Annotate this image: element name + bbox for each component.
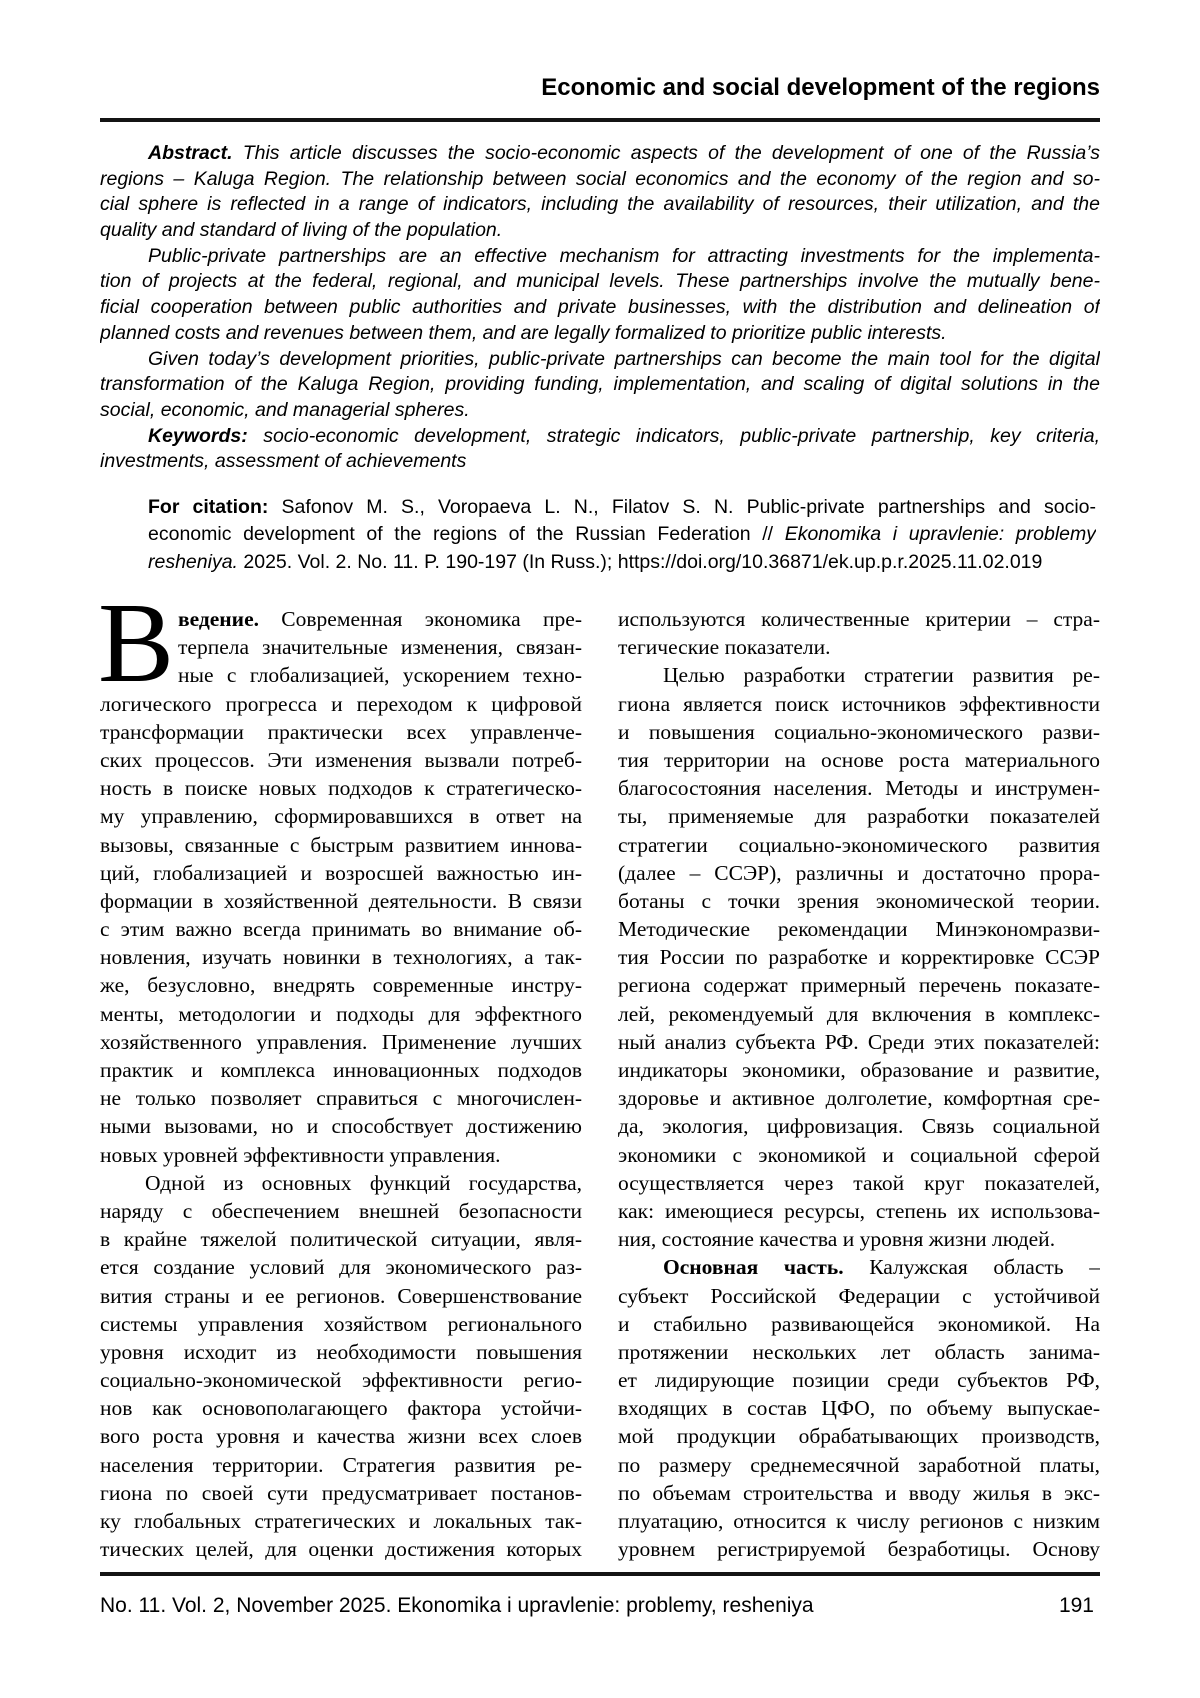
text-line: стратегии социально-экономического развития [618,832,1100,857]
text-line: гиона по своей сути предусматривает постанов- [100,1480,582,1505]
text-line: с этим важно всегда принимать во внимание об- [100,917,582,942]
text-line: ций, глобализацией и возросшей важностью ин- [100,860,582,885]
text-line: терпела значительные изменения, связан- [178,635,582,660]
text-line: Public-private partnerships are an effective mechanism for attracting investments for the implementa- [148,244,1100,267]
text-line: ные с глобализацией, ускорением техно- [178,663,582,688]
text-line: новых уровней эффективности управления. [100,1142,501,1167]
text-line: (далее – ССЭР), различны и достаточно прора- [618,860,1100,885]
text-line: мой продукции обрабатывающих производств, [618,1424,1100,1449]
text-line: ficial cooperation between public authorities and private businesses, with the distribution and delineation of [100,296,1100,319]
citation-block [148,494,1096,576]
text-line: Given today’s development priorities, public-private partnerships can become the main tool for the digital [148,347,1100,370]
footer-rule [100,1572,1100,1576]
text-line: системы управления хозяйством регионального [100,1311,582,1336]
text-line: субъект Российской Федерации с устойчивой [618,1283,1100,1308]
text-line: planned costs and revenues between them, and are legally formalized to prioritize public interests. [100,321,947,344]
text-line: формации в хозяйственной деятельности. В связи [100,888,582,913]
text-line: ских процессов. Эти изменения вызвали потреб- [100,747,582,772]
text-line: For citation: Safonov M. S., Voropaeva L. N., Filatov S. N. Public-private partnerships and socio- [148,496,1096,518]
running-head-title: Economic and social development of the regions [541,74,1100,101]
text-line: логического прогресса и переходом к цифровой [100,691,582,716]
text-line: tion of projects at the federal, regional, and municipal levels. These partnerships involve the mutually bene- [100,270,1100,293]
text-line: уровня исходит из необходимости повышения [100,1339,582,1364]
text-line: тических целей, для оценки достижения которых [100,1537,582,1562]
text-line: economic development of the regions of the Russian Federation // Ekonomika i upravlenie: problemy [148,523,1096,546]
text-line: лей, рекомендуемый для включения в комплекс- [618,1001,1100,1026]
text-line: тегические показатели. [618,635,831,660]
bold-run: Abstract. [148,142,233,164]
text-line: используются количественные критерии – стра- [618,607,1100,631]
text-line: ку глобальных стратегических и локальных так- [100,1509,582,1533]
text-line: благосостояния населения. Методы и инструмен- [618,776,1100,801]
text-line: населения территории. Стратегия развития ре- [100,1452,582,1477]
text-line: ется создание условий для экономического раз- [100,1255,582,1280]
text-line: и стабильно развивающейся экономикой. На [618,1311,1100,1336]
text-line: по объемам строительства и вводу жилья в экс- [618,1480,1100,1505]
text-line: Целью разработки стратегии развития ре- [663,663,1100,688]
text-line: Одной из основных функций государства, [145,1170,582,1195]
text-line: же, безусловно, внедрять современные инстру- [100,973,582,998]
text-line: investments, assessment of achievements [100,450,467,473]
text-line: и повышения социально-экономического разви- [618,719,1100,744]
text-line: вого роста уровня и качества жизни всех слоев [100,1424,582,1449]
text-line: хозяйственного управления. Применение лучших [100,1029,582,1054]
text-line: протяжении нескольких лет область занима- [618,1339,1100,1364]
text-line: ность в поиске новых подходов к стратегическо- [100,776,582,801]
text-line: практик и комплекса инновационных подходов [100,1058,582,1082]
bold-run: For citation: [148,496,269,518]
italic-run: resheniya. [148,550,238,573]
text-line: не только позволяет справиться с многочислен- [100,1086,582,1111]
text-line: transformation of the Kaluga Region, providing funding, implementation, and scaling of digital solutions in the [100,373,1100,396]
text-line: вития страны и ее регионов. Совершенствование [100,1283,582,1308]
text-line: здоровье и активное долголетие, комфортная сре- [618,1086,1100,1111]
text-line: менты, методологии и подходы для эффектного [100,1001,582,1026]
text-line: трансформации практически всех управленче- [100,719,582,744]
text-line: экономики с экономикой и социальной сферой [618,1142,1100,1167]
text-line: тия территории на основе роста материального [618,747,1100,772]
text-line: как: имеющиеся ресурсы, степень их использова- [618,1198,1100,1223]
text-line: уровнем регистрируемой безработицы. Основу [618,1537,1100,1562]
text-line: Методические рекомендации Минэкономразви- [618,917,1100,942]
text-line: наряду с обеспечением внешней безопасности [100,1198,582,1223]
text-line: ет лидирующие позиции среди субъектов РФ, [618,1368,1100,1393]
text-line: да, экология, цифровизация. Связь социальной [618,1114,1100,1139]
bold-run: Основная часть. [663,1255,844,1280]
italic-run: Ekonomika i upravlenie: problemy [784,523,1096,546]
text-line: Abstract. This article discusses the socio-economic aspects of the development of one of the Russia’s [148,142,1100,164]
bold-run: Keywords: [148,424,248,447]
text-line: по размеру среднемесячной заработной платы, [618,1452,1100,1477]
text-line: cial sphere is reflected in a range of indicators, including the availability of resources, their utilization, and the [100,193,1100,216]
text-line: социально-экономической эффективности регио- [100,1368,582,1393]
text-line: resheniya. 2025. Vol. 2. No. 11. P. 190-197 (In Russ.); https://doi.org/10.36871/ek.up.p.r.2025.11.02.019 [148,550,1043,573]
text-line: ния, состояние качества и уровня жизни людей. [618,1227,1056,1252]
text-line: regions – Kaluga Region. The relationship between social economics and the economy of the region and so- [100,167,1100,190]
text-line: ботаны с точки зрения экономической теории. [618,888,1100,913]
text-line: плуатацию, относится к числу регионов с низким [618,1509,1100,1533]
page-number: 191 [1058,1594,1094,1617]
text-line: в крайне тяжелой политической ситуации, явля- [100,1227,582,1252]
text-line: social, economic, and managerial spheres. [100,398,470,421]
text-line: осуществляется через такой круг показателей, [618,1170,1100,1195]
text-line: новления, изучать новинки в технологиях, а так- [100,945,582,970]
text-line: Основная часть. Калужская область – [663,1255,1100,1280]
text-line: гиона является поиск источников эффективности [618,691,1100,716]
text-line: quality and standard of living of the population. [100,219,503,242]
text-line: ный анализ субъекта РФ. Среди этих показателей: [618,1029,1100,1054]
text-line: ными вызовами, но и способствует достижению [100,1114,582,1139]
bold-run: ведение. [178,607,259,631]
text-line: региона содержат примерный перечень показате- [618,973,1100,998]
text-line: ты, применяемые для разработки показателей [618,804,1100,829]
text-line: вызовы, связанные с быстрым развитием иннова- [100,832,582,857]
text-line: входящих в состав ЦФО, по объему выпускае- [618,1396,1100,1421]
text-line: индикаторы экономики, образование и развитие, [618,1058,1100,1082]
text-line: му управлению, сформировавшихся в ответ на [100,804,582,829]
header-rule [100,118,1100,122]
text-line: тия России по разработке и корректировке ССЭР [618,945,1100,970]
text-line: Keywords: socio-economic development, strategic indicators, public-private partnership, key criteria, [148,424,1100,447]
drop-cap: В [98,579,175,706]
body-column-right [618,605,1100,1563]
footer-journal-line: No. 11. Vol. 2, November 2025. Ekonomika i upravlenie: problemy, resheniya [100,1594,814,1617]
body-column-left [98,579,582,1563]
text-line: ведение. Современная экономика пре- [178,607,582,631]
abstract-block [100,141,1100,475]
text-line: нов как основополагающего фактора устойчи- [100,1396,582,1421]
